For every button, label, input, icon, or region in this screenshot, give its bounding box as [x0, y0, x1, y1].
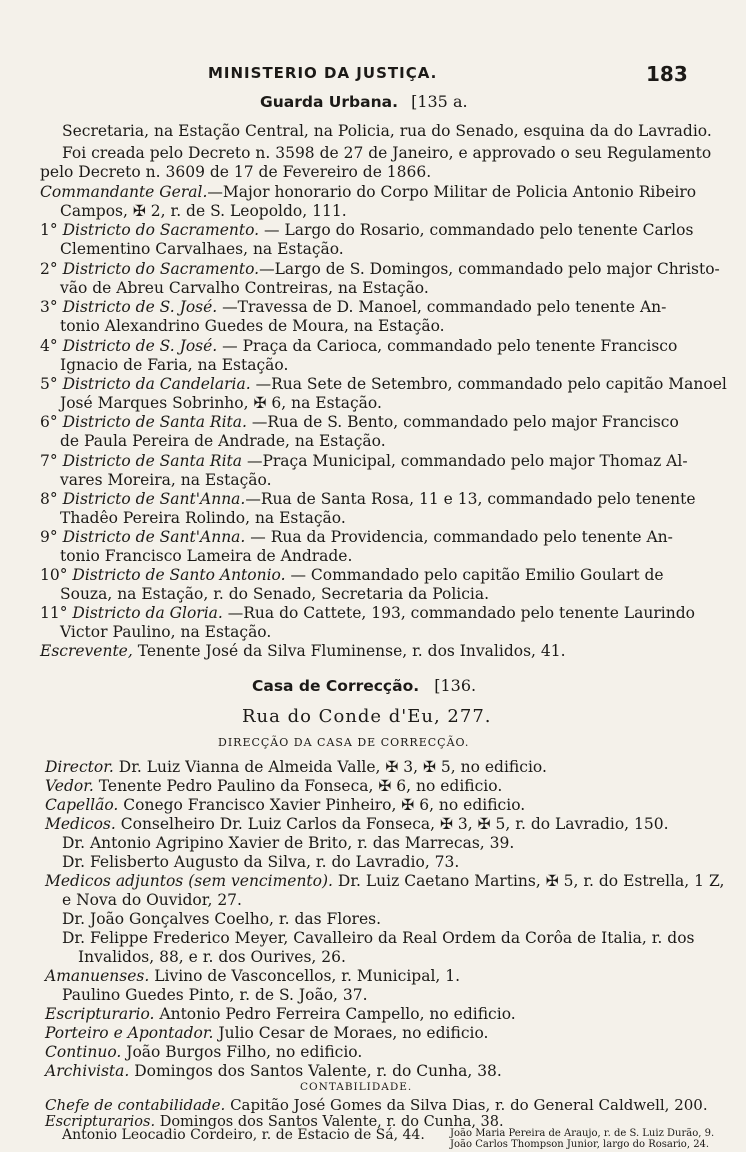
- section-title-guarda: [260, 92, 468, 111]
- district-7-line-2: vares Moreira, na Estação.: [60, 471, 272, 489]
- district-3-line-1: 3° Districto de S. José. —Travessa de D. Manoel, commandado pelo tenente An-: [40, 298, 667, 316]
- district-3-line-2: tonio Alexandrino Guedes de Moura, na Estação.: [60, 317, 445, 335]
- guarda-ref: [135 a.: [411, 92, 468, 111]
- escripturario-line: Escripturario. Antonio Pedro Ferreira Campello, no edificio.: [45, 1005, 516, 1023]
- district-8-line-2: Thadêo Pereira Rolindo, na Estação.: [60, 509, 346, 527]
- guarda-founded-1: Foi creada pelo Decreto n. 3598 de 27 de Janeiro, e approvado o seu Regulamento: [62, 144, 712, 162]
- archivista-line: Archivista. Domingos dos Santos Valente, r. do Cunha, 38.: [45, 1062, 502, 1080]
- amanuenses-line-2: Paulino Guedes Pinto, r. de S. João, 37.: [62, 986, 368, 1004]
- adjuntos-line-3: Dr. João Gonçalves Coelho, r. das Flores.: [62, 910, 382, 928]
- district-5-line-2: José Marques Sobrinho, ✠ 6, na Estação.: [60, 394, 382, 412]
- porteiro-line: Porteiro e Apontador. Julio Cesar de Moraes, no edificio.: [45, 1024, 489, 1042]
- page-number: 183: [646, 62, 688, 86]
- escripturarios-line-2: Antonio Leocadio Cordeiro, r. de Estacio de Sá, 44.: [62, 1127, 425, 1143]
- vedor-line: Vedor. Tenente Pedro Paulino da Fonseca, ✠ 6, no edificio.: [45, 777, 503, 795]
- amanuenses-line-1: Amanuenses. Livino de Vasconcellos, r. Municipal, 1.: [45, 967, 461, 985]
- adjuntos-line-5: Invalidos, 88, e r. dos Ourives, 26.: [78, 948, 346, 966]
- direction-heading: DIRECÇÃO DA CASA DE CORRECÇÃO.: [218, 736, 470, 749]
- adjuntos-line-2: e Nova do Ouvidor, 27.: [62, 891, 242, 909]
- district-1-line-2: Clementino Carvalhaes, na Estação.: [60, 240, 344, 258]
- clerk-label: Escrevente,: [40, 642, 133, 660]
- district-10-line-2: Souza, na Estação, r. do Senado, Secretaria da Policia.: [60, 585, 490, 603]
- district-6-line-1: 6° Districto de Santa Rita. —Rua de S. Bento, commandado pelo major Francisco: [40, 413, 679, 431]
- adjuntos-line-4: Dr. Felippe Frederico Meyer, Cavalleiro da Real Ordem da Corôa de Italia, r. dos: [62, 929, 695, 947]
- district-5-line-1: 5° Districto da Candelaria. —Rua Sete de Setembro, commandado pelo capitão Manoel: [40, 375, 727, 393]
- commandant-line-1: Commandante Geral.—Major honorario do Corpo Militar de Policia Antonio Ribeiro: [40, 183, 697, 201]
- correccao-street: Rua do Conde d'Eu, 277.: [242, 706, 492, 727]
- medicos-line-2: Dr. Antonio Agripino Xavier de Brito, r. das Marrecas, 39.: [62, 834, 515, 852]
- director-line: Director. Dr. Luiz Vianna de Almeida Valle, ✠ 3, ✠ 5, no edificio.: [45, 758, 547, 776]
- district-2-line-1: 2° Districto do Sacramento.—Largo de S. Domingos, commandado pelo major Christo-: [40, 260, 720, 278]
- clerk-line: Escrevente, Tenente José da Silva Fluminense, r. dos Invalidos, 41.: [40, 642, 566, 660]
- contabilidade-heading: CONTABILIDADE.: [300, 1081, 413, 1093]
- correccao-ref: [136.: [434, 676, 477, 695]
- district-6-line-2: de Paula Pereira de Andrade, na Estação.: [60, 432, 386, 450]
- guarda-founded-2: pelo Decreto n. 3609 de 17 de Fevereiro de 1866.: [40, 163, 432, 181]
- district-1-line-1: 1° Districto do Sacramento. — Largo do Rosario, commandado pelo tenente Carlos: [40, 221, 694, 239]
- medicos-line-1: Medicos. Conselheiro Dr. Luiz Carlos da Fonseca, ✠ 3, ✠ 5, r. do Lavradio, 150.: [45, 815, 669, 833]
- correccao-title: Casa de Correcção.: [252, 677, 420, 695]
- district-4-line-2: Ignacio de Faria, na Estação.: [60, 356, 289, 374]
- district-4-line-1: 4° Districto de S. José. — Praça da Carioca, commandado pelo tenente Francisco: [40, 337, 678, 355]
- continuo-line: Continuo. João Burgos Filho, no edificio.: [45, 1043, 363, 1061]
- commandant-label: Commandante Geral.: [40, 183, 208, 201]
- escripturarios-line-3: João Maria Pereira de Araujo, r. de S. Luiz Durão, 9.: [450, 1128, 715, 1139]
- district-10-line-1: 10° Districto de Santo Antonio. — Commandado pelo capitão Emilio Goulart de: [40, 566, 664, 584]
- medicos-line-3: Dr. Felisberto Augusto da Silva, r. do Lavradio, 73.: [62, 853, 460, 871]
- district-8-line-1: 8° Districto de Sant'Anna.—Rua de Santa Rosa, 11 e 13, commandado pelo tenente: [40, 490, 696, 508]
- chefe-line: Chefe de contabilidade. Capitão José Gomes da Silva Dias, r. do General Caldwell, 200.: [45, 1096, 708, 1114]
- district-7-line-1: 7° Districto de Santa Rita —Praça Municipal, commandado pelo major Thomaz Al-: [40, 452, 688, 470]
- section-title-correccao: [252, 676, 476, 695]
- district-11-line-2: Victor Paulino, na Estação.: [60, 623, 272, 641]
- commandant-line-2: Campos, ✠ 2, r. de S. Leopoldo, 111.: [60, 202, 347, 220]
- guarda-address: Secretaria, na Estação Central, na Policia, rua do Senado, esquina da do Lavradio.: [62, 122, 712, 140]
- capellao-line: Capellão. Conego Francisco Xavier Pinheiro, ✠ 6, no edificio.: [45, 796, 526, 814]
- district-9-line-1: 9° Districto de Sant'Anna. — Rua da Providencia, commandado pelo tenente An-: [40, 528, 673, 546]
- adjuntos-line-1: Medicos adjuntos (sem vencimento). Dr. Luiz Caetano Martins, ✠ 5, r. do Estrella, 1 Z,: [45, 872, 725, 890]
- guarda-title: Guarda Urbana.: [260, 93, 398, 111]
- ministry-heading: MINISTERIO DA JUSTIÇA.: [208, 64, 438, 82]
- district-2-line-2: vão de Abreu Carvalho Contreiras, na Estação.: [60, 279, 429, 297]
- district-9-line-2: tonio Francisco Lameira de Andrade.: [60, 547, 353, 565]
- escripturarios-extra: [300, 1128, 740, 1150]
- escripturarios-line-1: Escripturarios. Domingos dos Santos Valente, r. do Cunha, 38.: [45, 1114, 504, 1130]
- district-11-line-1: 11° Districto da Gloria. —Rua do Cattete, 193, commandado pelo tenente Laurindo: [40, 604, 695, 622]
- escripturarios-line-4: João Carlos Thompson Junior, largo do Rosario, 24.: [450, 1139, 710, 1150]
